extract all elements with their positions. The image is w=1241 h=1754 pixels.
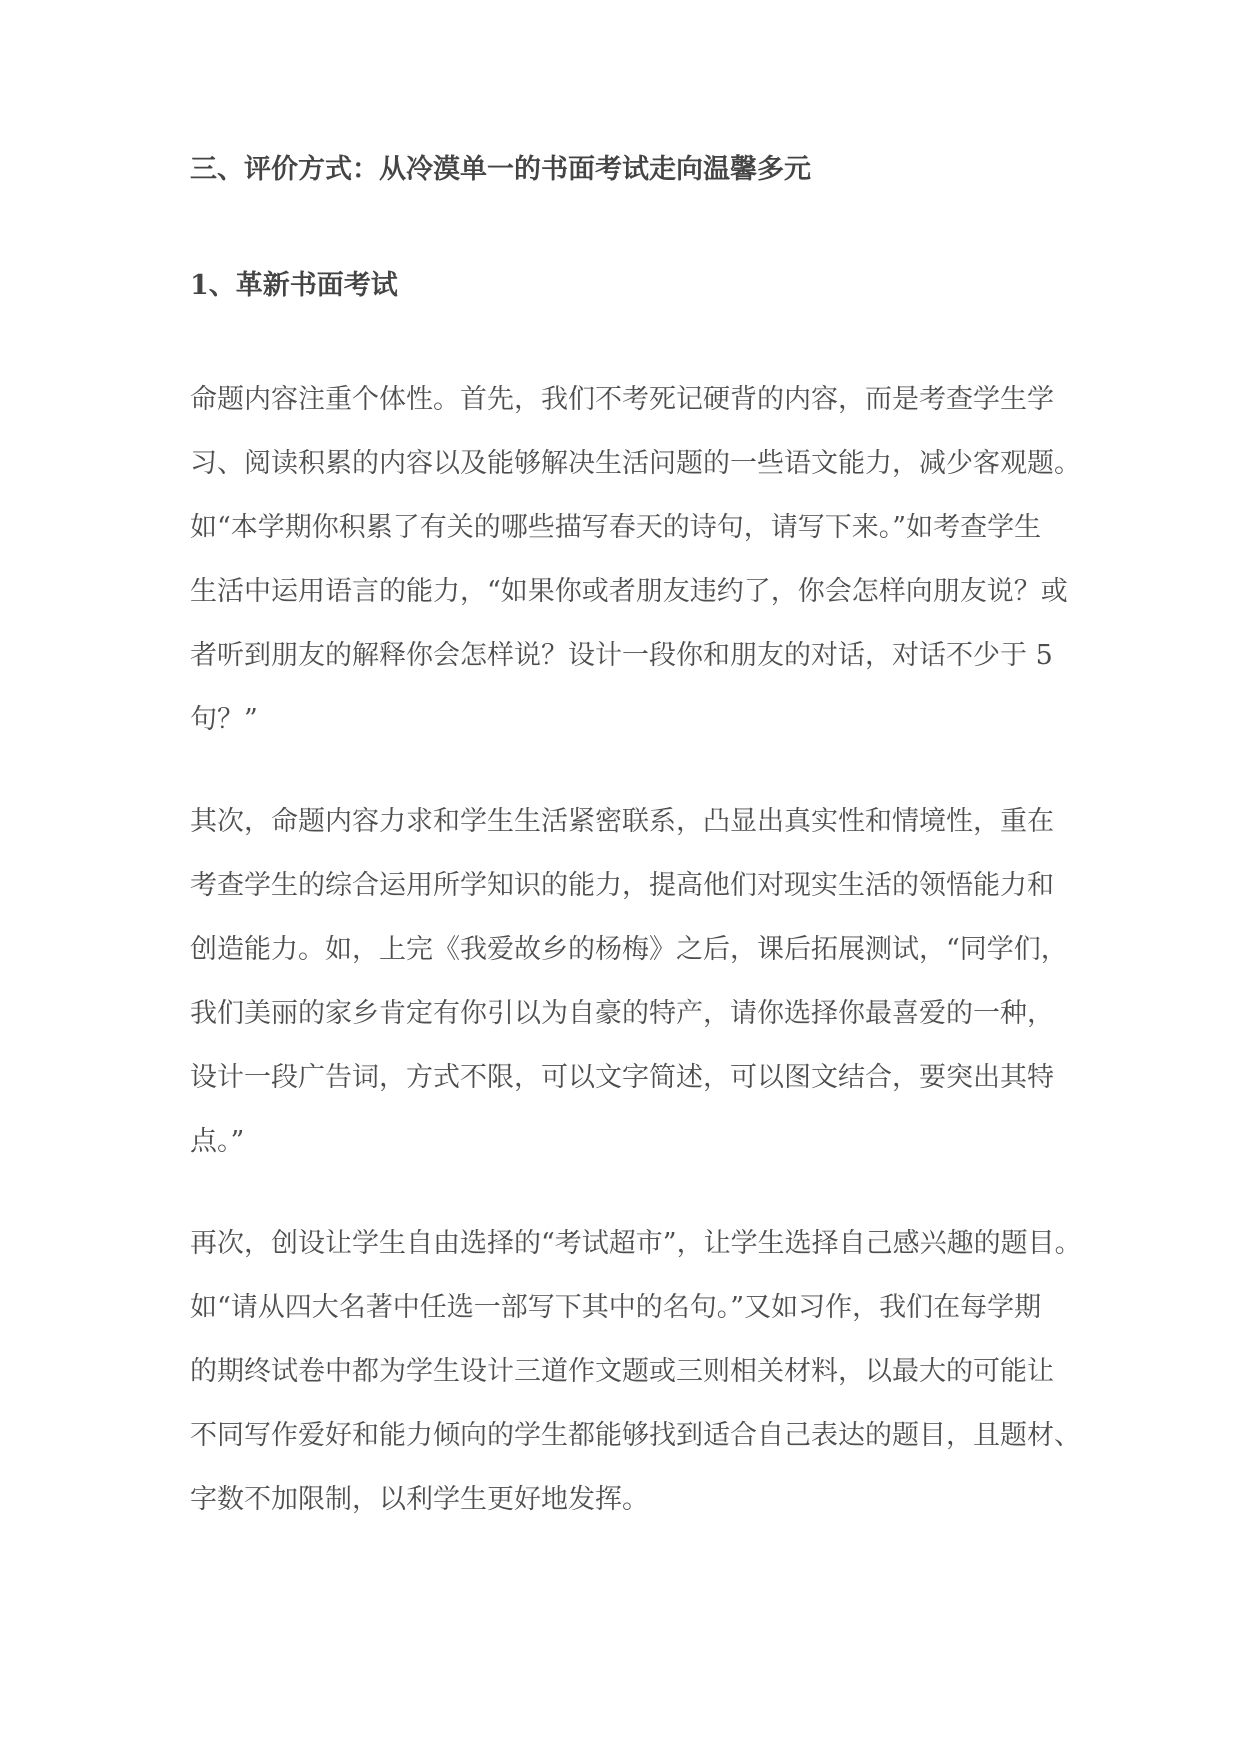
- paragraph-line: 点。”: [190, 1126, 245, 1157]
- paragraph-line: 设计一段广告词，方式不限，可以文字简述，可以图文结合，要突出其特: [190, 1062, 1054, 1093]
- paragraph-line: 的期终试卷中都为学生设计三道作文题或三则相关材料，以最大的可能让: [190, 1356, 1054, 1387]
- paragraph-line: 字数不加限制，以利学生更好地发挥。: [190, 1484, 649, 1515]
- paragraph-line: 如“请从四大名著中任选一部写下其中的名句。”又如习作，我们在每学期: [190, 1292, 1042, 1323]
- paragraph-line: 如“本学期你积累了有关的哪些描写春天的诗句，请写下来。”如考查学生: [190, 512, 1042, 543]
- paragraph-1: [190, 368, 1081, 752]
- paragraph-line: 创造能力。如，上完《我爱故乡的杨梅》之后，课后拓展测试，“同学们，: [190, 934, 1068, 965]
- section-title: 三、评价方式：从冷漠单一的书面考试走向温馨多元: [190, 154, 811, 185]
- subsection-title: 1、革新书面考试: [190, 270, 398, 301]
- paragraph-line: 其次，命题内容力求和学生生活紧密联系，凸显出真实性和情境性，重在: [190, 806, 1054, 837]
- paragraph-line: 句？”: [190, 704, 258, 735]
- paragraph-line: 命题内容注重个体性。首先，我们不考死记硬背的内容，而是考查学生学: [190, 384, 1054, 415]
- paragraph-line: 我们美丽的家乡肯定有你引以为自豪的特产，请你选择你最喜爱的一种，: [190, 998, 1054, 1029]
- paragraph-line: 习、阅读积累的内容以及能够解决生活问题的一些语文能力，减少客观题。: [190, 448, 1081, 479]
- paragraph-line: 不同写作爱好和能力倾向的学生都能够找到适合自己表达的题目，且题材、: [190, 1420, 1081, 1451]
- paragraph-2: [190, 790, 1068, 1174]
- paragraph-line: 考查学生的综合运用所学知识的能力，提高他们对现实生活的领悟能力和: [190, 870, 1054, 901]
- paragraph-line: 生活中运用语言的能力，“如果你或者朋友违约了，你会怎样向朋友说？或: [190, 576, 1068, 607]
- document-body: [190, 150, 1082, 1532]
- paragraph-line: 再次，创设让学生自由选择的“考试超市”，让学生选择自己感兴趣的题目。: [190, 1228, 1082, 1259]
- paragraph-line: 者听到朋友的解释你会怎样说？设计一段你和朋友的对话，对话不少于 5: [190, 640, 1053, 671]
- paragraph-3: [190, 1212, 1082, 1532]
